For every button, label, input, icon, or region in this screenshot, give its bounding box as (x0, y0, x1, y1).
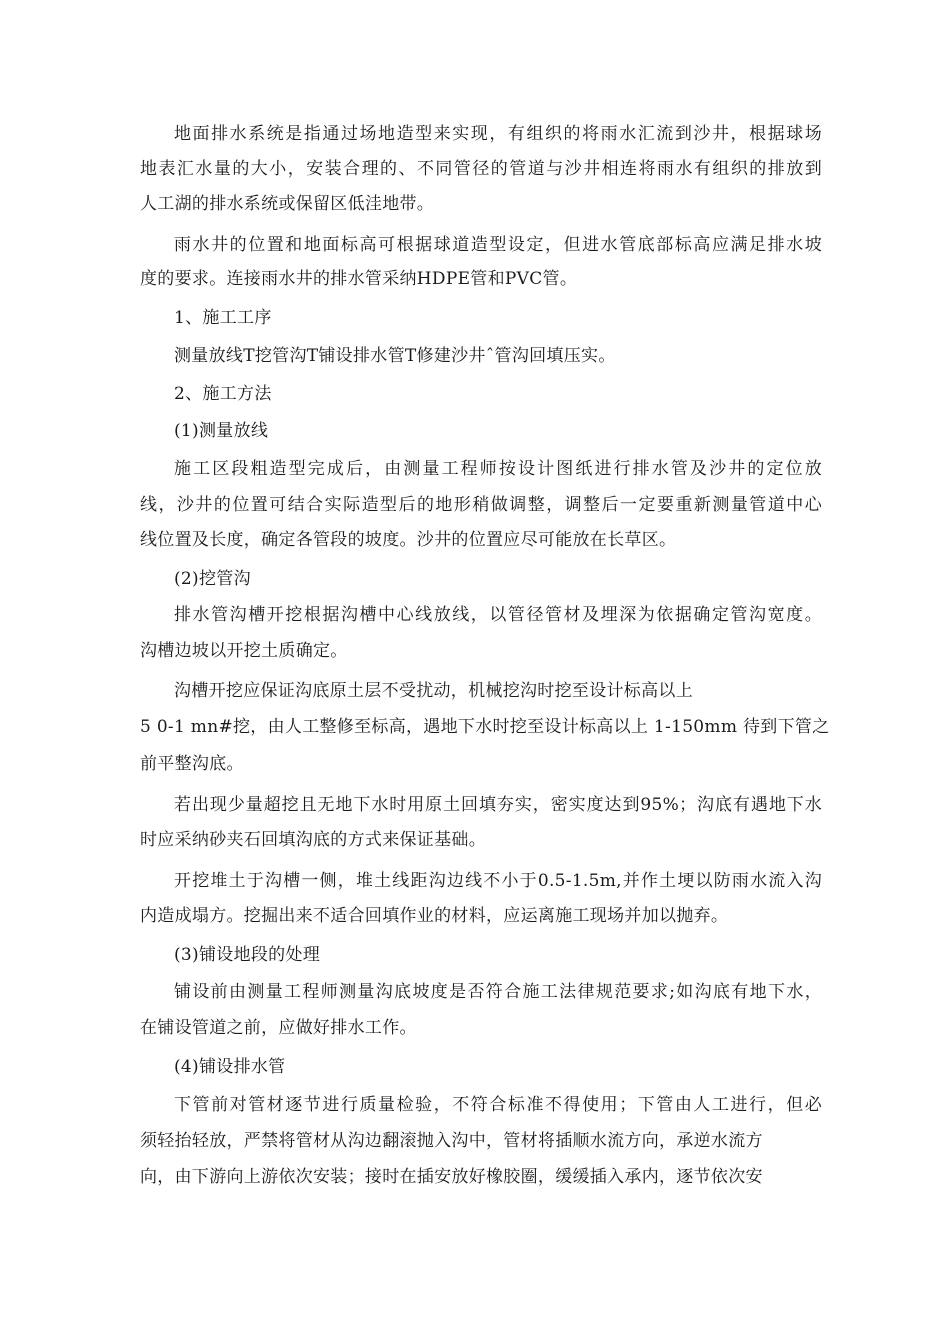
section-heading: 1、施工工序 (174, 308, 272, 328)
paragraph-line: 在铺设管道之前，应做好排水工作。 (140, 1018, 417, 1038)
paragraph-line: 地面排水系统是指通过场地造型来实现，有组织的将雨水汇流到沙井，根据球场 (174, 124, 822, 144)
paragraph-line: 前平整沟底。 (140, 754, 244, 774)
paragraph-line: 线，沙井的位置可结合实际造型后的地形稍做调整，调整后一定要重新测量管道中心 (140, 495, 822, 515)
paragraph-line: 线位置及长度，确定各管段的坡度。沙井的位置应尽可能放在长草区。 (140, 530, 677, 550)
subsection-heading: (4)铺设排水管 (174, 1057, 286, 1077)
paragraph-line: 地表汇水量的大小，安装合理的、不同管径的管道与沙井相连将雨水有组织的排放到 (140, 159, 822, 179)
paragraph-line: 雨水井的位置和地面标高可根据球道造型设定，但进水管底部标高应满足排水坡 (174, 235, 822, 255)
paragraph-line: 度的要求。连接雨水井的排水管采纳HDPE管和PVC管。 (140, 269, 578, 289)
paragraph-line: 人工湖的排水系统或保留区低洼地带。 (140, 194, 435, 214)
paragraph-line: 测量放线T挖管沟T铺设排水管T修建沙井ˆ管沟回填压实。 (174, 346, 616, 366)
paragraph-line: 内造成塌方。挖掘出来不适合回填作业的材料，应运离施工现场并加以抛弃。 (140, 906, 729, 926)
subsection-heading: (1)测量放线 (174, 421, 269, 441)
paragraph-line: 若出现少量超挖且无地下水时用原土回填夯实，密实度达到95%；沟底有遇地下水 (174, 795, 822, 815)
paragraph-line: 沟槽边坡以开挖土质确定。 (140, 641, 348, 661)
section-heading: 2、施工方法 (174, 384, 272, 404)
paragraph-line: 施工区段粗造型完成后，由测量工程师按设计图纸进行排水管及沙井的定位放 (174, 459, 822, 479)
paragraph-line: 时应采纳砂夹石回填沟底的方式来保证基础。 (140, 830, 486, 850)
paragraph-line: 须轻抬轻放，严禁将管材从沟边翻滚抛入沟中，管材将插顺水流方向，承逆水流方 (140, 1131, 763, 1151)
subsection-heading: (3)铺设地段的处理 (174, 945, 321, 965)
paragraph-line: 下管前对管材逐节进行质量检验，不符合标准不得使用；下管由人工进行，但必 (174, 1095, 822, 1115)
paragraph-line: 沟槽开挖应保证沟底原土层不受扰动，机械挖沟时挖至设计标高以上 (174, 681, 693, 701)
paragraph-line: 向，由下游向上游依次安装；接时在插安放好橡胶圈，缓缓插入承内，逐节依次安 (140, 1167, 763, 1187)
subsection-heading: (2)挖管沟 (174, 569, 251, 589)
paragraph-line: 开挖堆土于沟槽一侧，堆土线距沟边线不小于0.5-1.5m,并作土埂以防雨水流入沟 (174, 871, 822, 891)
paragraph-line: 铺设前由测量工程师测量沟底坡度是否符合施工法律规范要求;如沟底有地下水， (174, 982, 822, 1002)
paragraph-line: 排水管沟槽开挖根据沟槽中心线放线，以管径管材及埋深为依据确定管沟宽度。 (174, 605, 822, 625)
paragraph-line: 5 0-1 mn#挖，由人工整修至标高，遇地下水时挖至设计标高以上 1-150mm 待到下管之 (140, 717, 830, 737)
